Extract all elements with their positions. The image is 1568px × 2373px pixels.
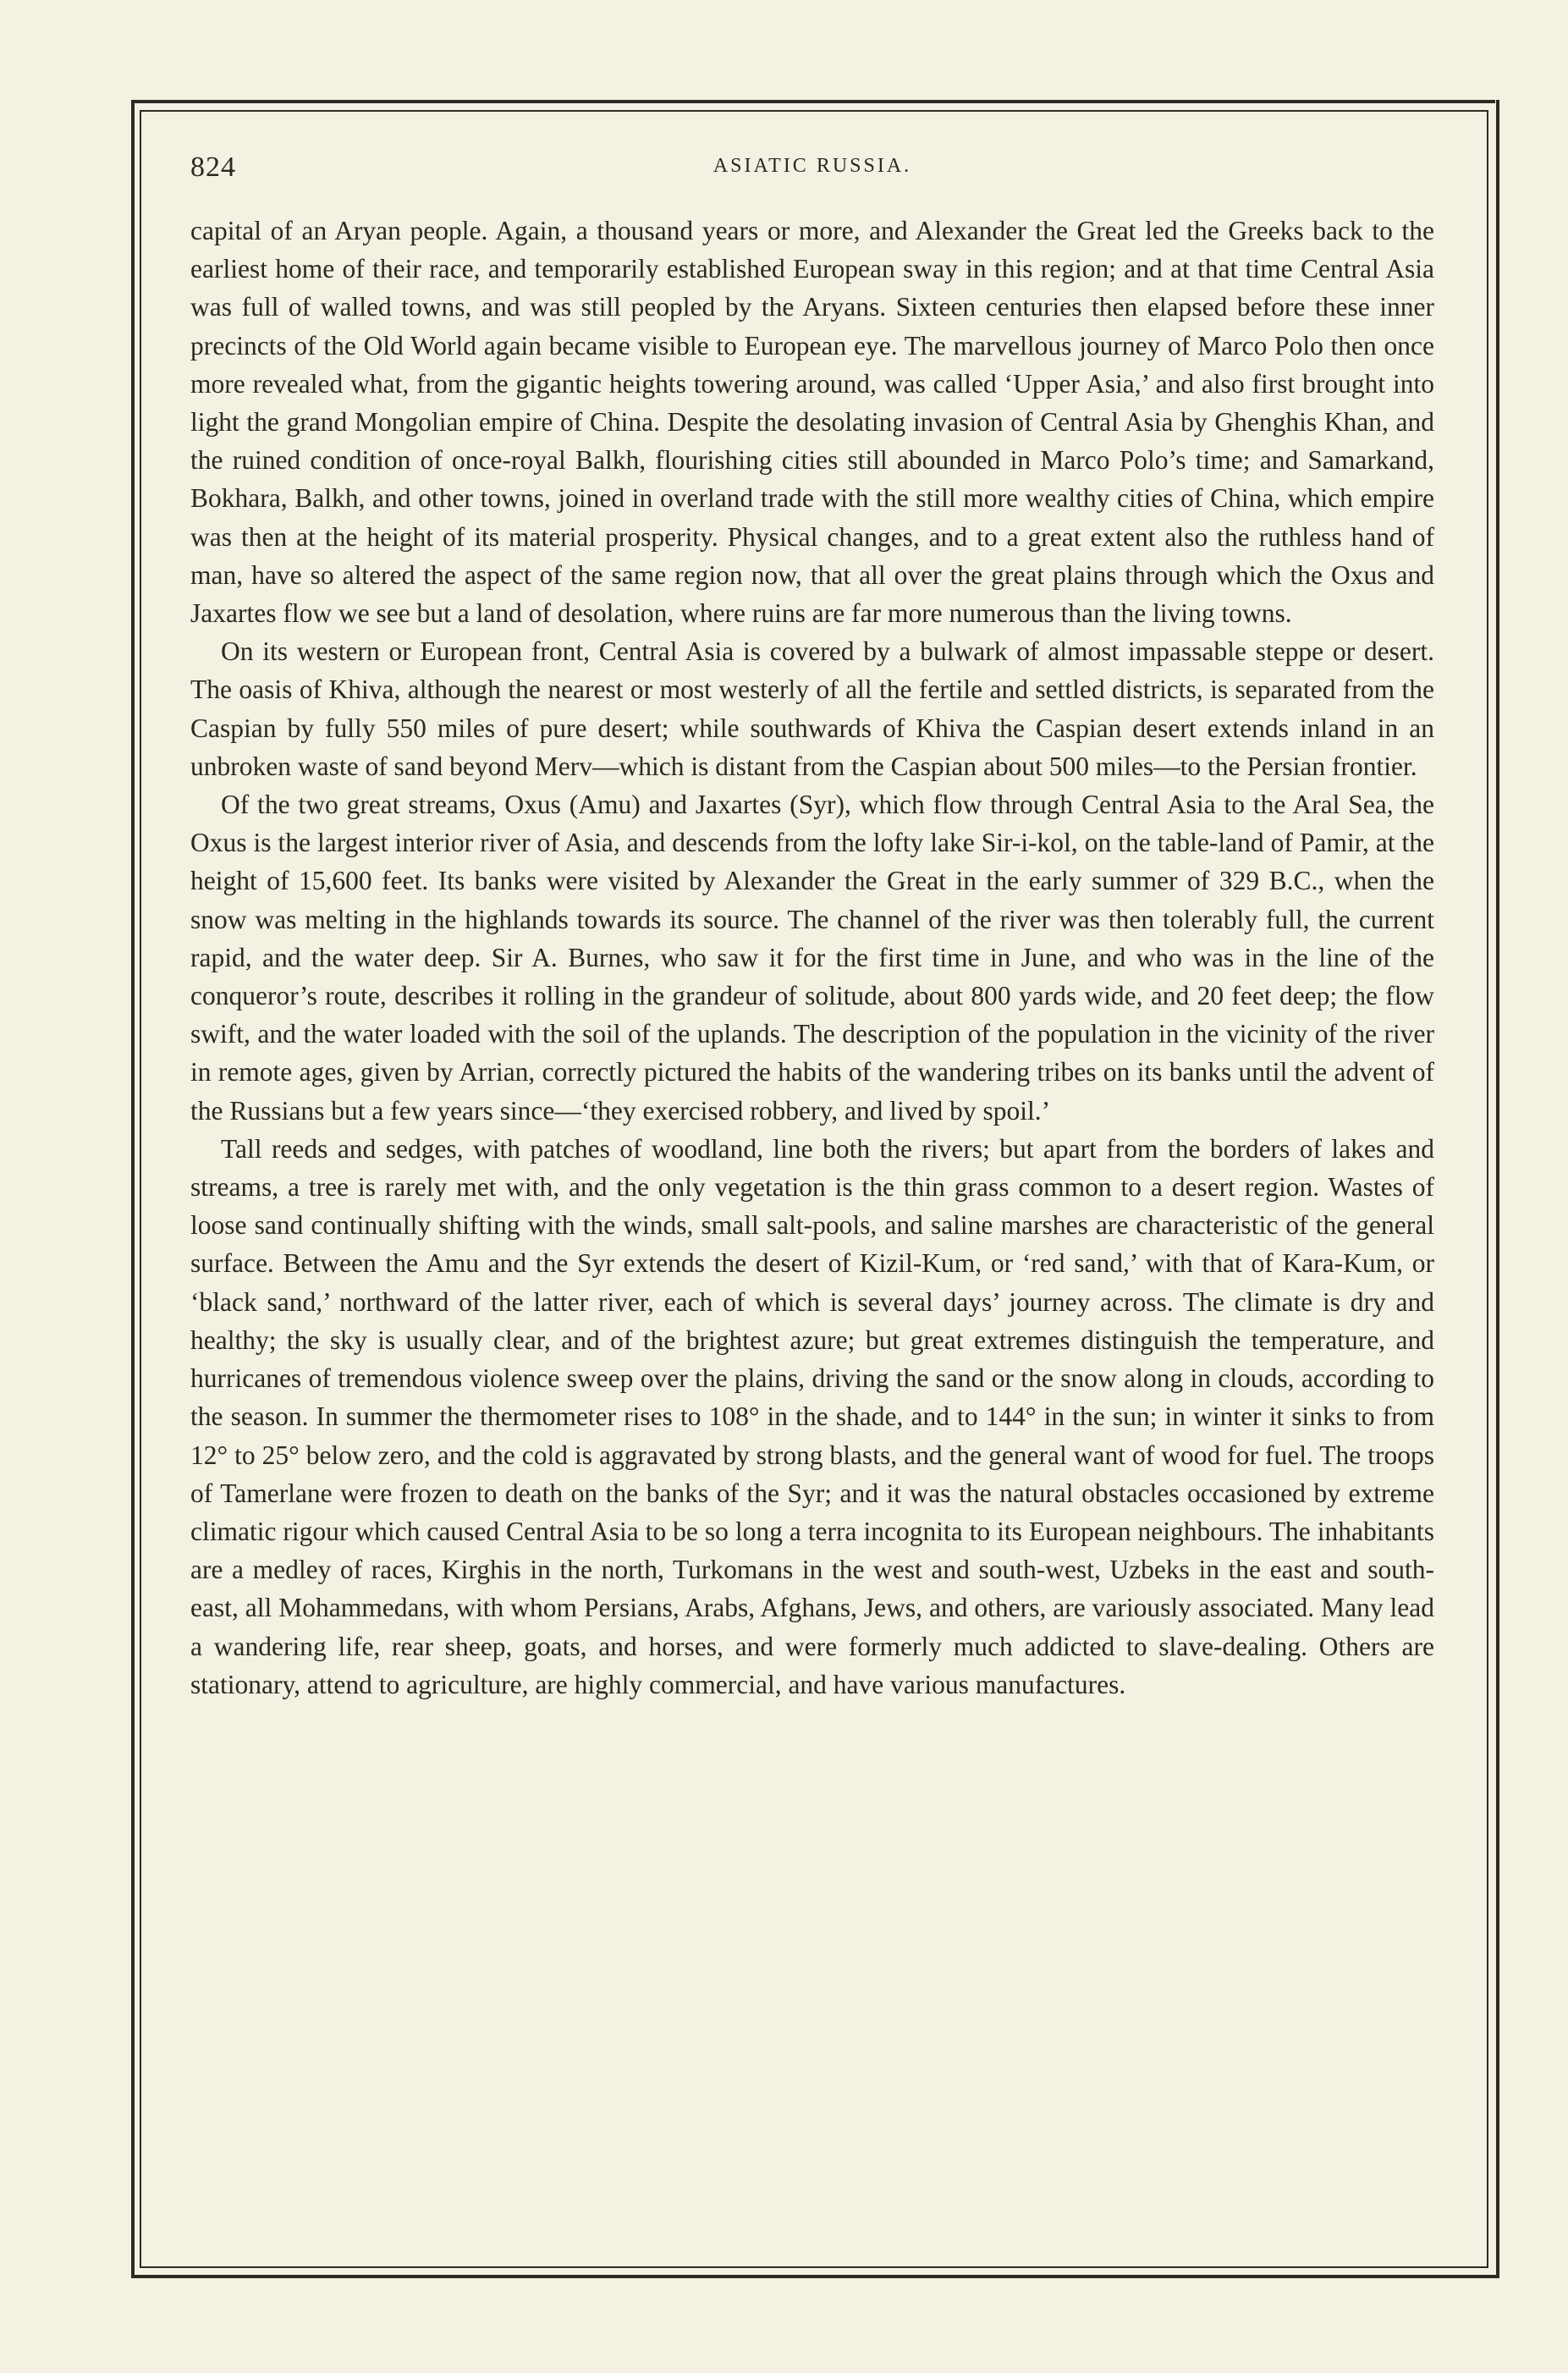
paragraph: Tall reeds and sedges, with patches of woodland, line both the rivers; but apart from the borders of lakes and streams, a tree is rarely met with, and the only vegetation is the thin grass common to a desert region. Wastes of loose sand continually shifting with the winds, small salt-pools, and saline marshes are characteristic of the general surface. Between the Amu and the Syr extends the desert of Kizil-Kum, or ‘red sand,’ with that of Kara-Kum, or ‘black sand,’ northward of the latter river, each of which is several days’ journey across. The climate is dry and healthy; the sky is usually clear, and of the brightest azure; but great extremes distinguish the temperature, and hurricanes of tremendous violence sweep over the plains, driving the sand or the snow along in clouds, according to the season. In summer the thermometer rises to 108° in the shade, and to 144° in the sun; in winter it sinks to from 12° to 25° below zero, and the cold is aggravated by strong blasts, and the general want of wood for fuel. The troops of Tamerlane were frozen to death on the banks of the Syr; and it was the natural obstacles occasioned by extreme climatic rigour which caused Central Asia to be so long a terra incognita to its European neighbours. The inhabitants are a medley of races, Kirghis in the north, Turkomans in the west and south-west, Uzbeks in the east and south-east, all Mohammedans, with whom Persians, Arabs, Afghans, Jews, and others, are variously associated. Many lead a wandering life, rear sheep, goats, and horses, and were formerly much addicted to slave-dealing. Others are stationary, attend to agriculture, are highly commercial, and have various manufactures. bbox=[190, 1133, 1434, 1699]
running-title: ASIATIC RUSSIA. bbox=[712, 155, 912, 177]
border-bottom-outer bbox=[131, 2275, 1499, 2278]
page-number: 824 bbox=[190, 151, 236, 183]
border-left-inner bbox=[140, 110, 141, 2268]
article-body bbox=[190, 212, 1434, 1704]
paragraph: capital of an Aryan people. Again, a thousand years or more, and Alexander the Great led the Greeks back to the earliest home of their race, and temporarily established European sway in this region; and at that time Central Asia was full of walled towns, and was still peopled by the Aryans. Sixteen centuries then elapsed before these inner precincts of the Old World again became visible to European eye. The marvellous journey of Marco Polo then once more revealed what, from the gigantic heights towering around, was called ‘Upper Asia,’ and also first brought into light the grand Mongolian empire of China. Despite the desolating invasion of Central Asia by Ghenghis Khan, and the ruined condition of once-royal Balkh, flourishing cities still abounded in Marco Polo’s time; and Samarkand, Bokhara, Balkh, and other towns, joined in overland trade with the still more wealthy cities of China, which empire was then at the height of its material prosperity. Physical changes, and to a great extent also the ruthless hand of man, have so altered the aspect of the same region now, that all over the great plains through which the Oxus and Jaxartes flow we see but a land of desolation, where ruins are far more numerous than the living towns. bbox=[190, 216, 1434, 629]
paragraph: Of the two great streams, Oxus (Amu) and Jaxartes (Syr), which flow through Central Asia to the Aral Sea, the Oxus is the largest interior river of Asia, and descends from the lofty lake Sir-i-kol, on the table-land of Pamir, at the height of 15,600 feet. Its banks were visited by Alexander the Great in the early summer of 329 B.C., when the snow was melting in the highlands towards its source. The channel of the river was then tolerably full, the current rapid, and the water deep. Sir A. Burnes, who saw it for the first time in June, and who was in the line of the conqueror’s route, describes it rolling in the grandeur of solitude, about 800 yards wide, and 20 feet deep; the flow swift, and the water loaded with the soil of the uplands. The description of the population in the vicinity of the river in remote ages, given by Arrian, correctly pictured the habits of the wandering tribes on its banks until the advent of the Russians but a few years since—‘they exercised robbery, and lived by spoil.’ bbox=[190, 790, 1434, 1126]
border-bottom-inner bbox=[140, 2266, 1488, 2268]
border-top-inner bbox=[140, 110, 1487, 112]
page-header bbox=[190, 148, 1434, 199]
border-left-outer bbox=[131, 100, 135, 2277]
paragraph: On its western or European front, Central Asia is covered by a bulwark of almost impassable steppe or desert. The oasis of Khiva, although the nearest or most westerly of all the fertile and settled districts, is separated from the Caspian by fully 550 miles of pure desert; while southwards of Khiva the Caspian desert extends inland in an unbroken waste of sand beyond Merv—which is distant from the Caspian about 500 miles—to the Persian frontier. bbox=[190, 636, 1434, 781]
border-right-outer bbox=[1496, 100, 1499, 2277]
border-right-inner bbox=[1487, 110, 1488, 2268]
border-top-outer bbox=[131, 100, 1495, 103]
